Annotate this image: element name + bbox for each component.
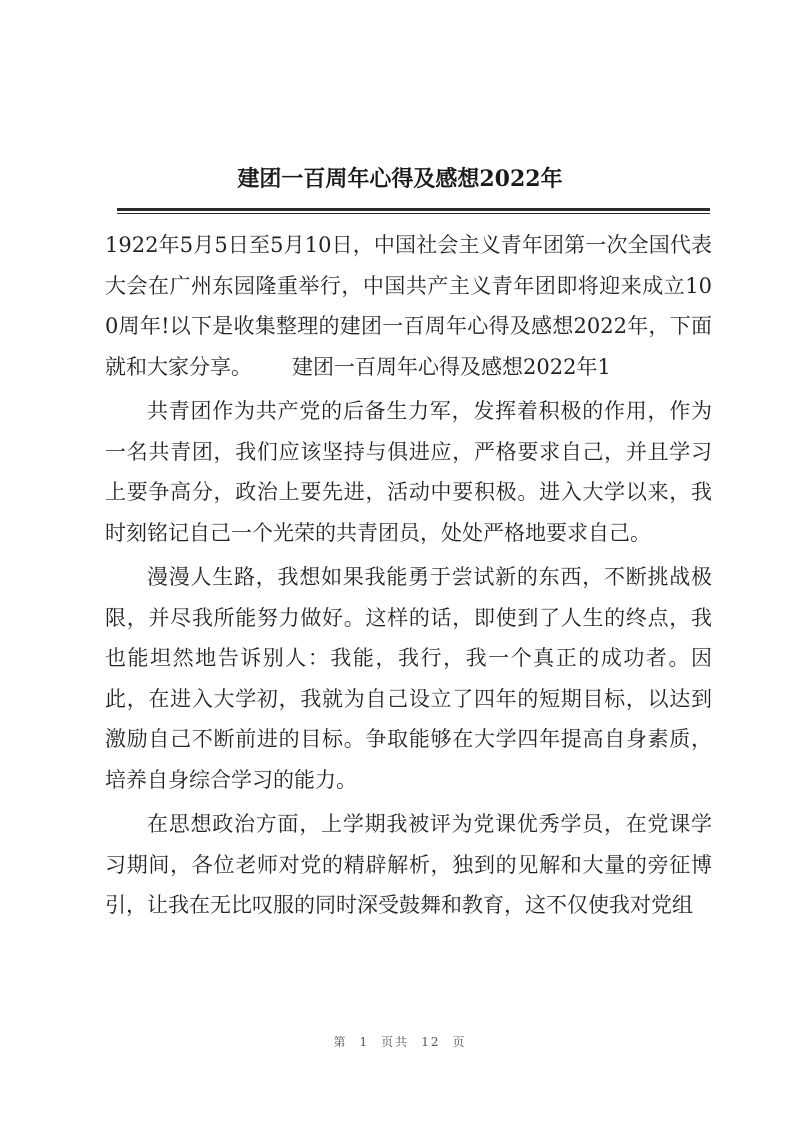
paragraph: 在思想政治方面，上学期我被评为党课优秀学员，在党课学习期间，各位老师对党的精辟解析，独到的见解和大量的旁征博引，让我在无比叹服的同时深受鼓舞和教育，这不仅使我对党组	[105, 812, 712, 917]
footer-page-number: 1	[359, 1035, 370, 1049]
paragraph-intro	[105, 225, 712, 387]
footer-page-end: 页	[452, 1035, 467, 1049]
paragraph: 漫漫人生路，我想如果我能勇于尝试新的东西，不断挑战极限，并尽我所能努力做好。这样的话，即使到了人生的终点，我也能坦然地告诉别人：我能，我行，我一个真正的成功者。因此，在进入大学初，我就为自己设立了四年的短期目标，以达到激励自己不断前进的目标。争取能够在大学四年提高自身素质，培养自身综合学习的能力。	[105, 565, 712, 792]
footer-page-mid: 页共	[381, 1035, 410, 1049]
title-divider-thin	[117, 213, 710, 214]
document-body	[105, 225, 712, 926]
paragraph: 共青团作为共产党的后备生力军，发挥着积极的作用，作为一名共青团，我们应该坚持与俱进应，严格要求自己，并且学习上要争高分，政治上要先进，活动中要积极。进入大学以来，我时刻铭记自己一个光荣的共青团员，处处严格地要求自己。	[105, 399, 712, 545]
footer-page-label: 第	[333, 1035, 348, 1049]
page-footer	[0, 1033, 800, 1050]
intro-text: 1922年5月5日至5月10日，中国社会主义青年团第一次全国代表大会在广州东园隆重举行，中国共产主义青年团即将迎来成立100周年!以下是收集整理的建团一百周年心得及感想2022年，下面就和大家分享。	[105, 233, 712, 379]
section-heading: 建团一百周年心得及感想2022年1	[292, 354, 611, 379]
footer-total-pages: 12	[421, 1035, 441, 1049]
document-title: 建团一百周年心得及感想2022年	[237, 166, 563, 192]
title-divider	[117, 208, 710, 211]
